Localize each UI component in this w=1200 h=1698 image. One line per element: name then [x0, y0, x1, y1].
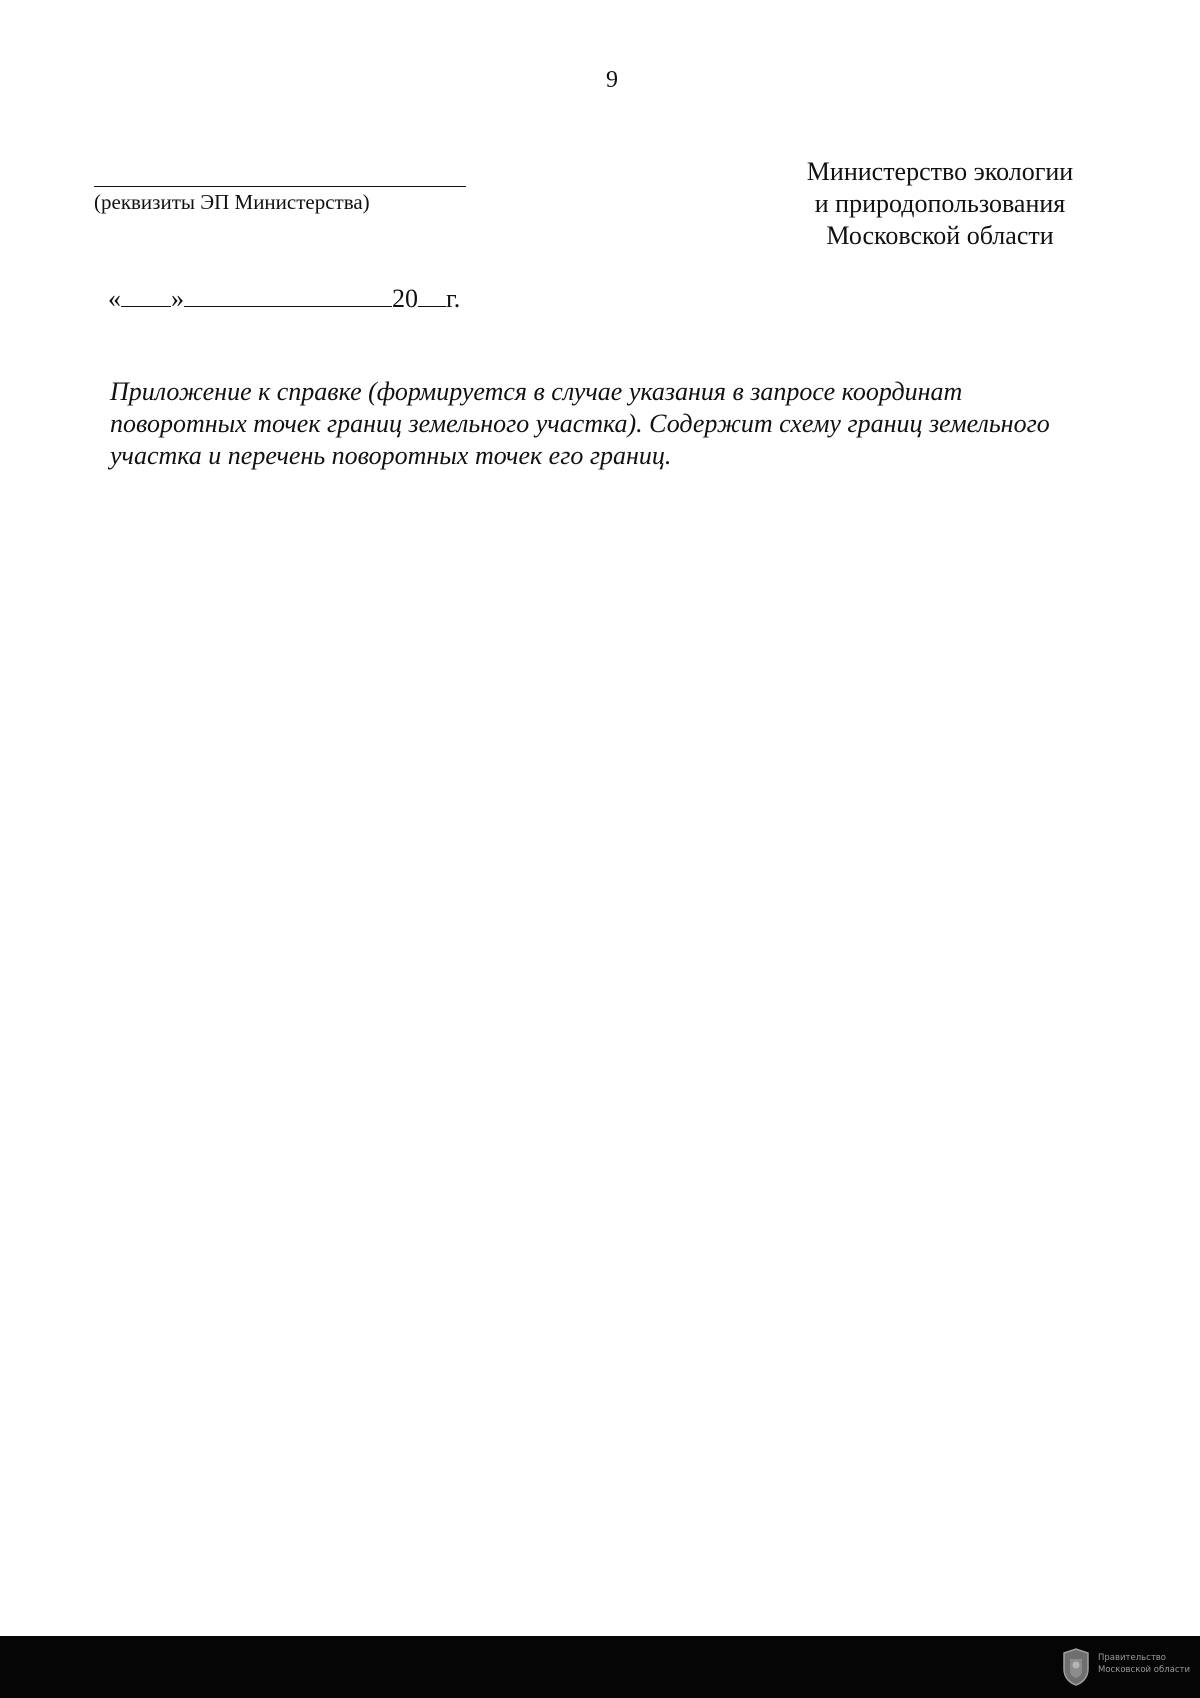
date-year-prefix: 20 — [392, 284, 418, 313]
addressee-line-1: Министерство экологии — [806, 157, 1074, 186]
date-line — [108, 282, 460, 315]
footer-line-1: Правительство — [1098, 1653, 1166, 1663]
date-year-blank — [418, 282, 446, 307]
addressee-line-3: Московской области — [826, 221, 1054, 250]
addressee-block — [780, 156, 1100, 252]
footer-caption — [1098, 1652, 1198, 1676]
signature-caption: (реквизиты ЭП Министерства) — [94, 190, 370, 214]
footer-bar — [0, 1636, 1200, 1698]
signature-block — [94, 158, 494, 215]
addressee-line-2: и природопользования — [814, 189, 1066, 218]
footer-line-2: Московской области — [1098, 1665, 1191, 1675]
date-year-suffix: г. — [446, 284, 461, 313]
date-open-quote: « — [108, 284, 121, 313]
date-day-blank — [121, 282, 171, 307]
page-number: 9 — [606, 67, 618, 93]
date-close-quote: » — [171, 284, 184, 313]
date-month-blank — [184, 282, 392, 307]
coat-of-arms-icon — [1060, 1647, 1092, 1687]
appendix-note: Приложение к справке (формируется в случае указания в запросе координат поворотных точек границ земельного участка). Содержит схему границ земельного участка и перечень поворотных точек его границ. — [110, 377, 1050, 470]
signature-line — [94, 158, 466, 187]
